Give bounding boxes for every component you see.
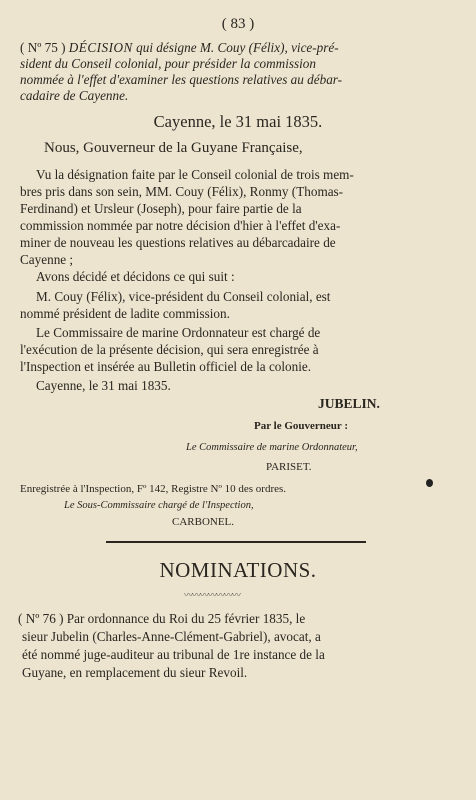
vu-line-2: bres pris dans son sein, MM. Couy (Félix), Ronmy (Thomas- (20, 184, 344, 199)
registration-line: Enregistrée à l'Inspection, Fº 142, Registre Nº 10 des ordres. (20, 483, 287, 495)
place-date: Cayenne, le 31 mai 1835. (153, 112, 323, 131)
nomination-line-3: été nommé juge-auditeur au tribunal de 1re instance de la (22, 647, 325, 662)
article1-line-2: nommé président de ladite commission. (20, 306, 230, 321)
article1-line-1: M. Couy (Félix), vice-président du Conseil colonial, est (36, 289, 331, 304)
decision-header-line-2: sident du Conseil colonial, pour présider la commission (20, 56, 316, 71)
vu-line-3: Ferdinand) et Ursleur (Joseph), pour faire partie de la (20, 201, 302, 216)
decision-header-line-4: cadaire de Cayenne. (20, 88, 129, 103)
nous-line: Nous, Gouverneur de la Guyane Française, (44, 140, 303, 156)
vu-line-6: Cayenne ; (20, 252, 74, 267)
vu-line-1: Vu la désignation faite par le Conseil colonial de trois mem- (36, 167, 354, 182)
article2-line-3: l'Inspection et insérée au Bulletin officiel de la colonie. (20, 359, 312, 374)
avons-line: Avons décidé et décidons ce qui suit : (36, 269, 235, 284)
decision-title: DÉCISION (68, 40, 133, 55)
article2-line-2: l'exécution de la présente décision, qui sera enregistrée à (20, 342, 319, 357)
decision-ref: ( Nº 75 ) (20, 40, 66, 55)
section-divider (106, 541, 366, 543)
sous-commissaire-title: Le Sous-Commissaire chargé de l'Inspection, (64, 500, 254, 511)
vu-line-4: commission nommée par notre décision d'hier à l'effet d'exa- (20, 218, 341, 233)
commissaire-name: PARISET. (266, 461, 312, 473)
ink-blot (426, 479, 433, 487)
sous-commissaire-name: CARBONEL. (172, 516, 235, 528)
closing-date: Cayenne, le 31 mai 1835. (36, 378, 171, 393)
wavy-ornament: 〰〰〰〰〰〰〰 (184, 590, 241, 600)
decision-header-line-1 (20, 40, 460, 56)
governor-signature: JUBELIN. (318, 396, 380, 411)
vu-line-5: miner de nouveau les questions relatives au débarcadaire de (20, 235, 336, 250)
nomination-line-1: ( Nº 76 ) Par ordonnance du Roi du 25 février 1835, le (18, 611, 306, 626)
par-le-gouverneur: Par le Gouverneur : (254, 420, 348, 432)
decision-line-1-rest: qui désigne M. Couy (Félix), vice-pré- (136, 40, 339, 55)
article2-line-1: Le Commissaire de marine Ordonnateur est chargé de (36, 325, 321, 340)
page-number: ( 83 ) (221, 16, 255, 32)
nomination-line-2: sieur Jubelin (Charles-Anne-Clément-Gabriel), avocat, a (22, 629, 321, 644)
nomination-line-4: Guyane, en remplacement du sieur Revoil. (22, 665, 248, 680)
section-title: NOMINATIONS. (159, 558, 317, 582)
decision-header-line-3: nommée à l'effet d'examiner les questions relatives au débar- (20, 72, 343, 87)
commissaire-title: Le Commissaire de marine Ordonnateur, (186, 442, 358, 453)
